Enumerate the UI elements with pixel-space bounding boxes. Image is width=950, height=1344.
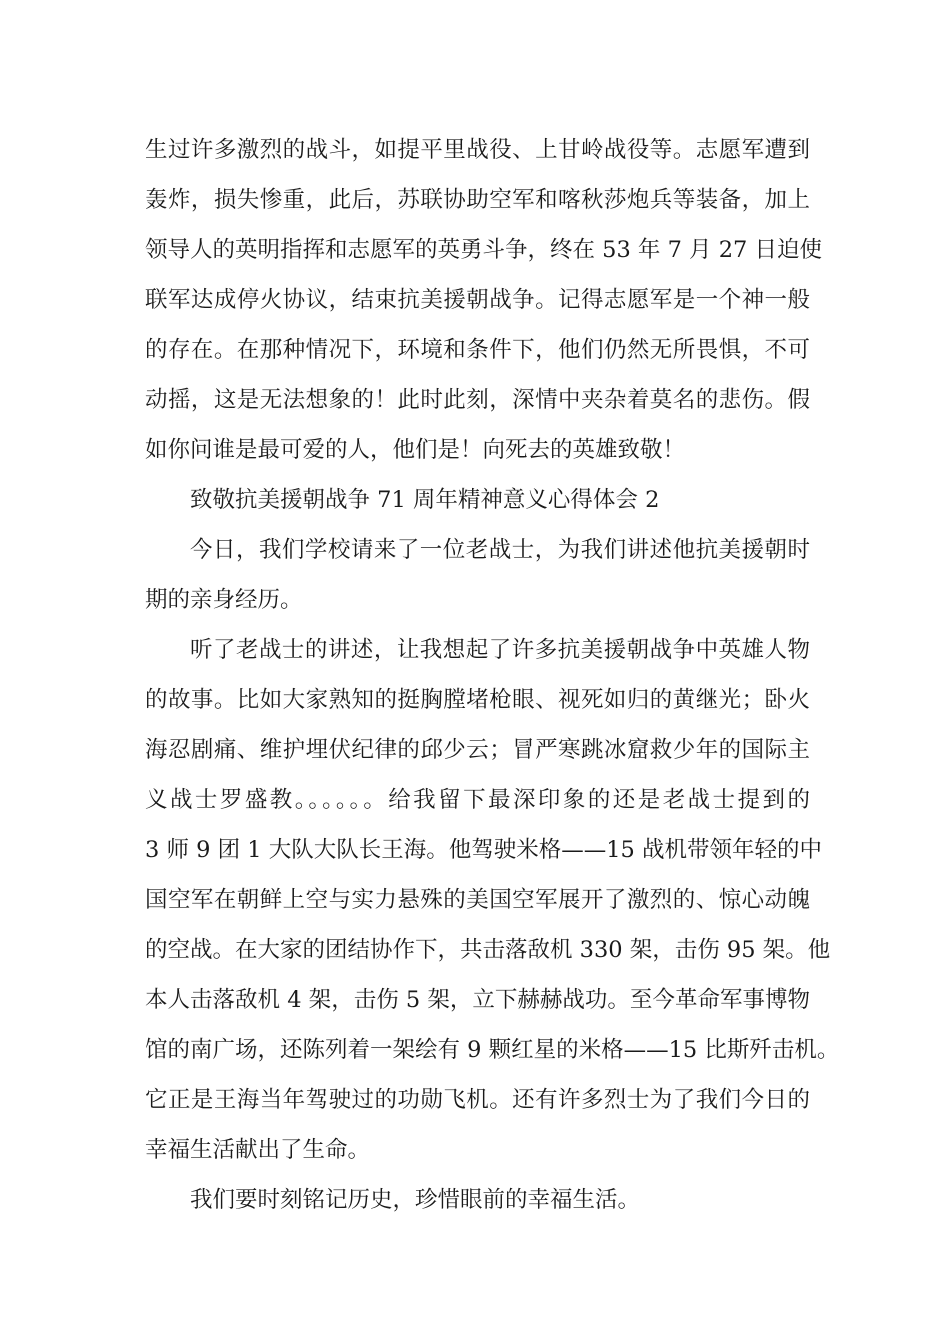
text-line: 海忍剧痛、维护埋伏纪律的邱少云；冒严寒跳冰窟救少年的国际主 — [145, 737, 810, 763]
text-line: 如你问谁是最可爱的人，他们是！向死去的英雄致敬！ — [145, 437, 686, 463]
text-line: 期的亲身经历。 — [145, 587, 303, 613]
text-line: 听了老战士的讲述，让我想起了许多抗美援朝战争中英雄人物 — [190, 637, 810, 663]
paragraph — [145, 1175, 810, 1225]
section-heading-text: 致敬抗美援朝战争 71 周年精神意义心得体会 2 — [190, 487, 660, 513]
text-line: 它正是王海当年驾驶过的功勋飞机。还有许多烈士为了我们今日的 — [145, 1087, 810, 1113]
text-line: 馆的南广场，还陈列着一架绘有 9 颗红星的米格——15 比斯歼击机。 — [145, 1037, 840, 1063]
text-line: 国空军在朝鲜上空与实力悬殊的美国空军展开了激烈的、惊心动魄 — [145, 887, 810, 913]
paragraph — [145, 125, 822, 475]
text-line: 本人击落敌机 4 架，击伤 5 架，立下赫赫战功。至今革命军事博物 — [145, 987, 810, 1013]
text-line: 今日，我们学校请来了一位老战士，为我们讲述他抗美援朝时 — [190, 537, 810, 563]
text-line: 轰炸，损失惨重，此后，苏联协助空军和喀秋莎炮兵等装备，加上 — [145, 187, 810, 213]
section-heading — [145, 475, 810, 525]
text-line: 义战士罗盛教。。。。。。给我留下最深印象的还是老战士提到的 — [145, 787, 810, 813]
text-line: 生过许多激烈的战斗，如提平里战役、上甘岭战役等。志愿军遭到 — [145, 137, 810, 163]
text-line: 3 师 9 团 1 大队大队长王海。他驾驶米格——15 战机带领年轻的中 — [145, 837, 822, 863]
text-line: 的故事。比如大家熟知的挺胸膛堵枪眼、视死如归的黄继光；卧火 — [145, 687, 810, 713]
paragraph — [145, 625, 840, 1175]
paragraph — [145, 525, 810, 625]
text-line: 幸福生活献出了生命。 — [145, 1137, 371, 1163]
text-line: 动摇，这是无法想象的！此时此刻，深情中夹杂着莫名的悲伤。假 — [145, 387, 810, 413]
text-line: 领导人的英明指挥和志愿军的英勇斗争，终在 53 年 7 月 27 日迫使 — [145, 237, 822, 263]
text-line: 联军达成停火协议，结束抗美援朝战争。记得志愿军是一个神一般 — [145, 287, 810, 313]
text-line: 的空战。在大家的团结协作下，共击落敌机 330 架，击伤 95 架。他 — [145, 937, 831, 963]
text-line: 我们要时刻铭记历史，珍惜眼前的幸福生活。 — [190, 1187, 641, 1213]
document-page — [145, 125, 840, 1225]
text-line: 的存在。在那种情况下，环境和条件下，他们仍然无所畏惧，不可 — [145, 337, 810, 363]
